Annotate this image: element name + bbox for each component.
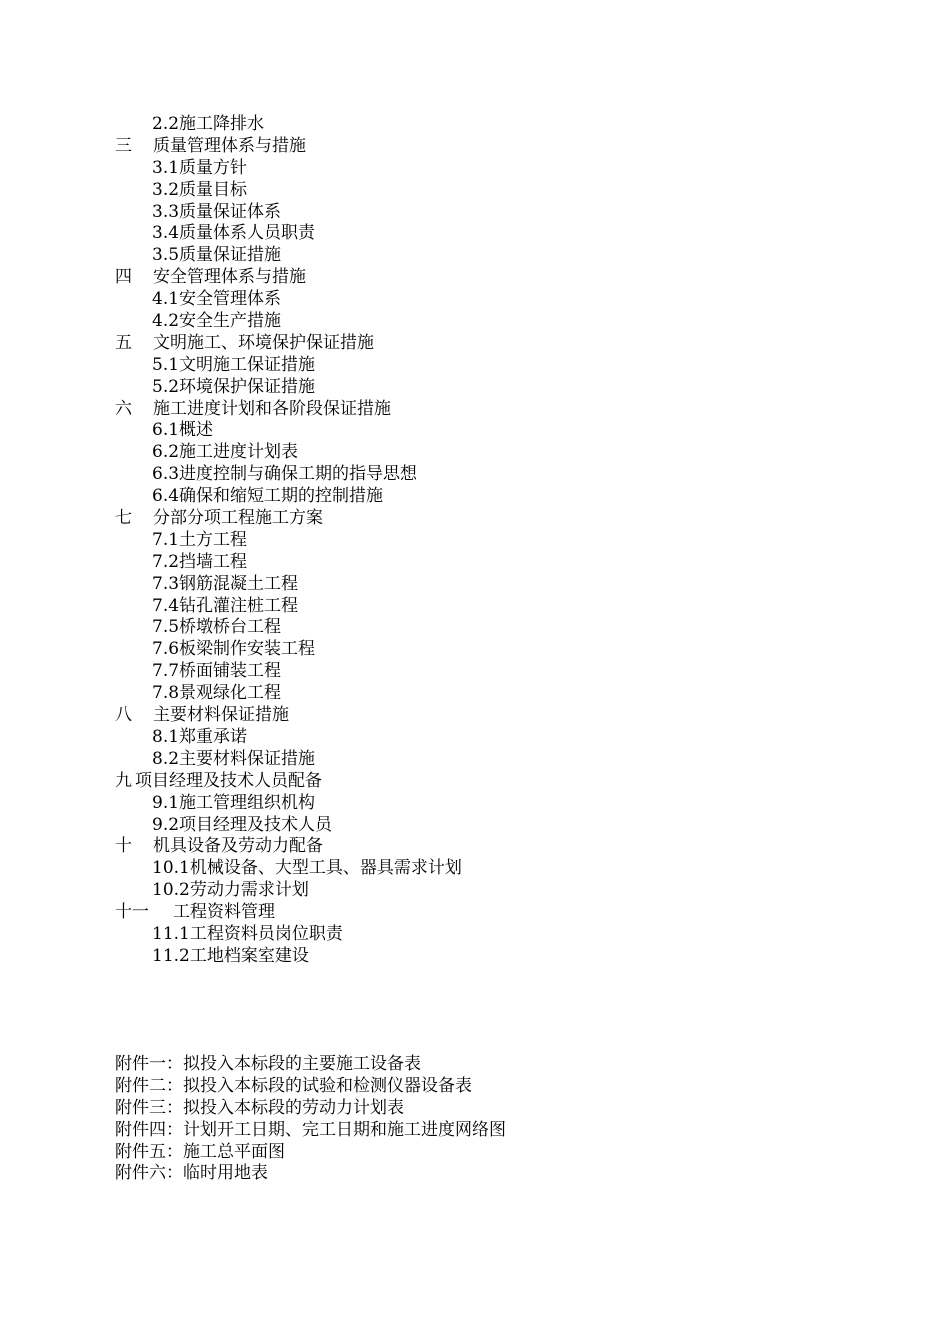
toc-subsection-9-2: 9.2项目经理及技术人员 [152,814,333,835]
toc-subsection-7-3: 7.3钢筋混凝土工程 [152,573,299,594]
toc-subsection-6-2: 6.2施工进度计划表 [152,442,299,463]
toc-section-number: 八 [115,705,132,726]
toc-subsection-8-2: 8.2主要材料保证措施 [152,748,316,769]
toc-subsection-8-1: 8.1郑重承诺 [152,726,248,747]
toc-section-11 [115,902,875,924]
toc-subsection-2-2: 2.2施工降排水 [152,114,265,134]
toc-section-9 [115,771,875,793]
toc-subsection-3-1: 3.1质量方针 [152,157,248,178]
toc-subsection-11-2: 11.2工地档案室建设 [152,945,309,966]
toc-subsection-3-3: 3.3质量保证体系 [152,201,282,222]
toc-section-number: 四 [115,267,132,288]
toc-section-title: 文明施工、环境保护保证措施 [153,332,374,353]
toc-section-title: 主要材料保证措施 [153,705,289,726]
toc-section-title: 质量管理体系与措施 [153,135,306,156]
attachment-item: 附件二：拟投入本标段的试验和检测仪器设备表 [115,1075,472,1096]
toc-subsection-5-2: 5.2环境保护保证措施 [152,376,316,397]
toc-subsection-7-6: 7.6板梁制作安装工程 [152,639,316,660]
toc-subsection-7-5: 7.5桥墩桥台工程 [152,617,282,638]
toc-section-8 [115,705,875,727]
toc-section-title: 机具设备及劳动力配备 [153,836,323,857]
toc-section-4 [115,267,875,289]
toc-section-number: 九 [115,770,132,791]
toc-subsection-3-4: 3.4质量体系人员职责 [152,223,316,244]
toc-section-number: 五 [115,332,132,353]
toc-subsection-4-1: 4.1安全管理体系 [152,289,282,310]
attachment-item: 附件六：临时用地表 [115,1163,268,1184]
toc-section-10 [115,836,875,858]
toc-section-title: 工程资料管理 [173,902,275,923]
toc-subsection-10-1: 10.1机械设备、大型工具、器具需求计划 [152,858,462,879]
toc-section-7 [115,508,875,530]
toc-subsection-9-1: 9.1施工管理组织机构 [152,792,316,813]
toc-section-title: 安全管理体系与措施 [153,267,306,288]
table-of-contents [115,114,875,968]
toc-subsection-7-1: 7.1土方工程 [152,529,248,550]
toc-section-number: 六 [115,398,132,419]
toc-subsection-6-1: 6.1概述 [152,420,214,441]
toc-subsection-7-7: 7.7桥面铺装工程 [152,661,282,682]
toc-section-3 [115,136,875,158]
toc-subsection-10-2: 10.2劳动力需求计划 [152,880,309,901]
attachment-item: 附件一：拟投入本标段的主要施工设备表 [115,1054,421,1074]
attachment-item: 附件三：拟投入本标段的劳动力计划表 [115,1097,404,1118]
attachment-item: 附件五：施工总平面图 [115,1141,285,1162]
toc-section-title: 施工进度计划和各阶段保证措施 [153,398,391,419]
toc-section-5 [115,333,875,355]
toc-subsection-3-5: 3.5质量保证措施 [152,245,282,266]
toc-subsection-3-2: 3.2质量目标 [152,179,248,200]
toc-section-number: 三 [115,135,132,156]
toc-section-number: 七 [115,508,132,529]
attachments-list [115,1054,875,1185]
toc-subsection-6-4: 6.4确保和缩短工期的控制措施 [152,486,384,507]
toc-subsection-7-2: 7.2挡墙工程 [152,551,248,572]
toc-subsection-7-4: 7.4钻孔灌注桩工程 [152,595,299,616]
toc-subsection-5-1: 5.1文明施工保证措施 [152,354,316,375]
toc-subsection-7-8: 7.8景观绿化工程 [152,683,282,704]
toc-section-title: 分部分项工程施工方案 [153,508,323,529]
toc-subsection-6-3: 6.3进度控制与确保工期的指导思想 [152,464,418,485]
attachment-item: 附件四：计划开工日期、完工日期和施工进度网络图 [115,1119,506,1140]
toc-section-number: 十 [115,836,132,857]
toc-section-6 [115,399,875,421]
toc-subsection-4-2: 4.2安全生产措施 [152,311,282,332]
toc-subsection-11-1: 11.1工程资料员岗位职责 [152,923,343,944]
toc-section-number: 十一 [115,902,149,923]
toc-section-title: 项目经理及技术人员配备 [135,770,322,791]
